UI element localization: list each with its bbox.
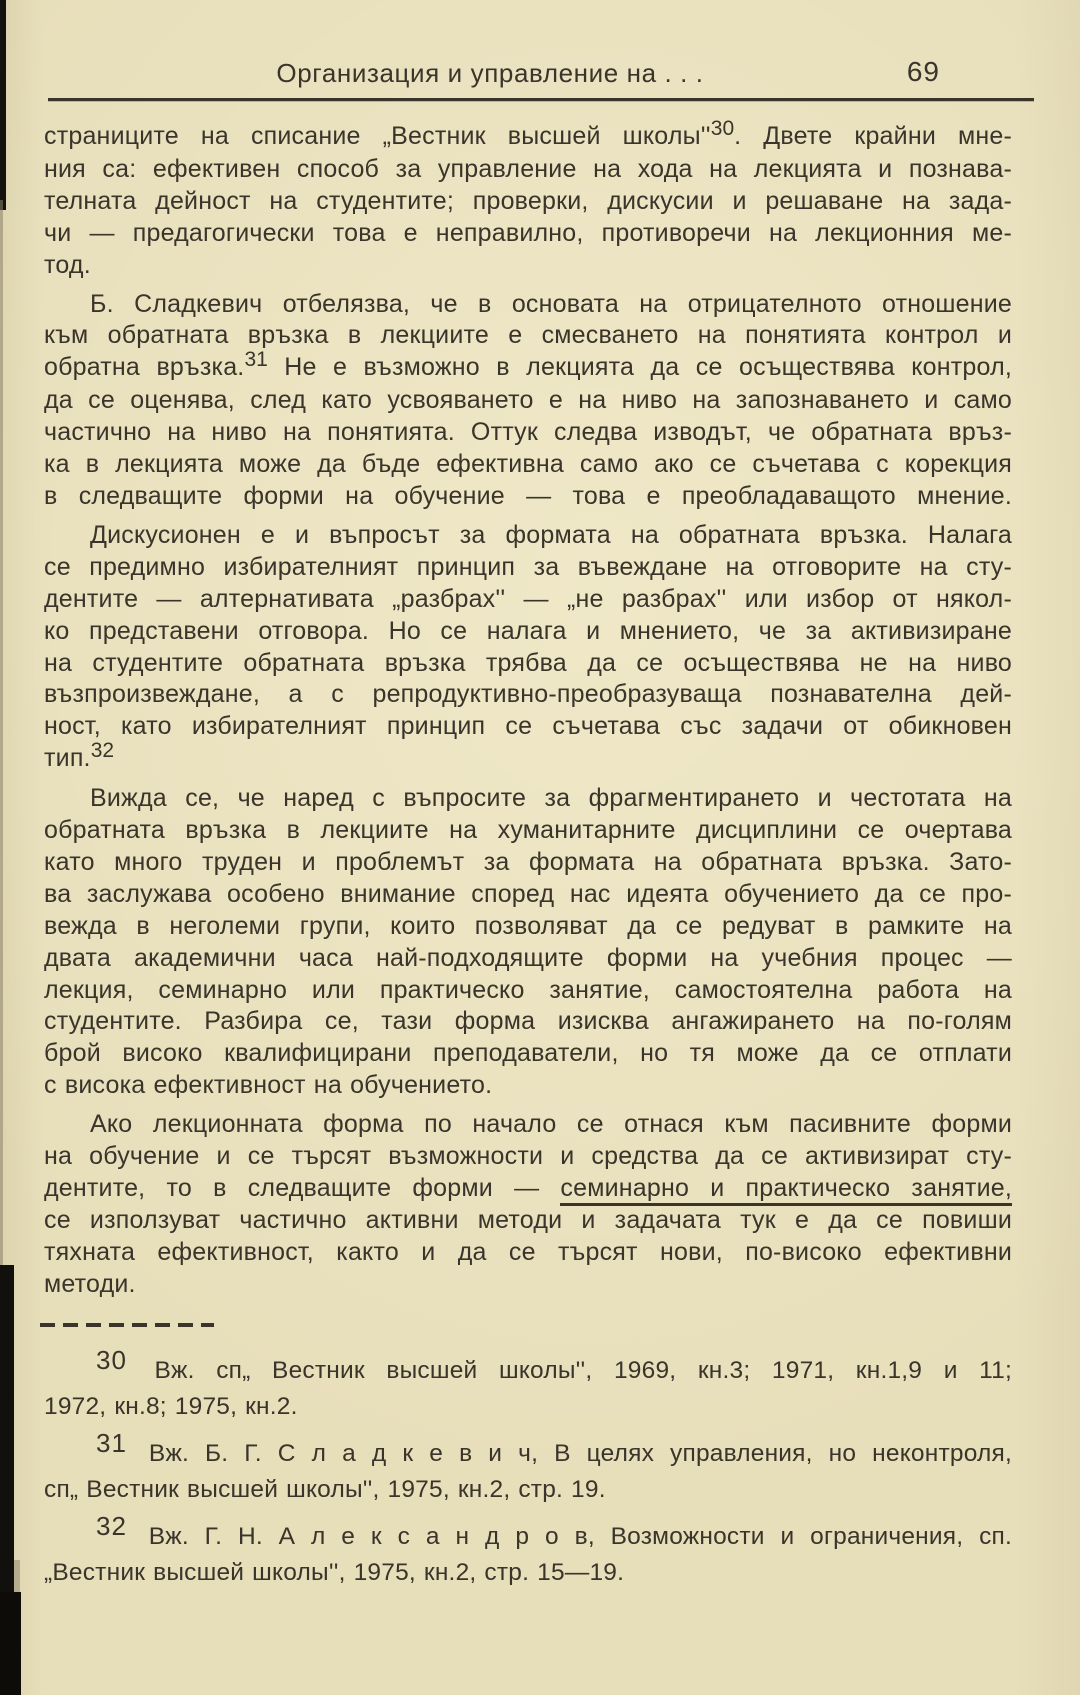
text-line bbox=[44, 1006, 1012, 1038]
paragraph bbox=[44, 783, 1012, 1102]
footnote-ref: 30 bbox=[710, 117, 735, 140]
text-run: лекция, семинарно или практическо занятие, самостоятелна работа на bbox=[44, 975, 1012, 1004]
text-line bbox=[44, 1427, 1012, 1473]
text-run: обратната връзка в лекциите на хуманитарните дисциплини се очертава bbox=[44, 816, 1012, 845]
paragraph bbox=[44, 1109, 1012, 1300]
text-run: към обратната връзка в лекциите е смесването на понятията контрол и bbox=[44, 321, 1012, 350]
text-run: тяхната ефективност, както и да се търсят нови, по-високо ефективни bbox=[44, 1237, 1012, 1266]
text-line bbox=[44, 320, 1012, 352]
text-line bbox=[44, 481, 1012, 513]
paragraph bbox=[44, 520, 1012, 776]
text-run: чи — предагогически това е неправилно, противоречи на лекционния ме- bbox=[44, 218, 1012, 247]
text-run: на студентите обратната връзка трябва да се осъществява не на ниво bbox=[44, 648, 1012, 677]
text-line bbox=[44, 616, 1012, 648]
text-line bbox=[44, 975, 1012, 1007]
text-line bbox=[44, 417, 1012, 449]
text-line bbox=[44, 449, 1012, 481]
text-line bbox=[44, 879, 1012, 911]
text-line bbox=[44, 1389, 1012, 1426]
page-header bbox=[48, 58, 1032, 92]
footnote-ref: 31 bbox=[244, 348, 268, 372]
text-line bbox=[44, 911, 1012, 943]
text-run: „Вестник высшей школы'', 1975, кн.2, стр. 15—19. bbox=[44, 1559, 625, 1587]
text-run: тод. bbox=[44, 250, 91, 279]
text-line bbox=[44, 1344, 1012, 1390]
paragraph bbox=[44, 117, 1012, 282]
text-run: страниците на списание „Вестник высшей школы'' bbox=[44, 122, 711, 150]
footnote-separator bbox=[40, 1323, 214, 1327]
text-run: на обучение и се търсят възможности и средства да се активизират сту- bbox=[44, 1142, 1012, 1171]
running-title: Организация и управление на . . . bbox=[276, 58, 704, 88]
text-run: ка в лекцията може да бъде ефективна само ако се съчетава с корекция bbox=[44, 450, 1012, 479]
text-run: ния са: ефективен способ за управление на хода на лекцията и познава- bbox=[44, 154, 1012, 183]
text-line bbox=[44, 348, 1013, 385]
text-line bbox=[44, 648, 1012, 680]
text-run: двата академични часа най-подходящите форми на учебния процес — bbox=[44, 943, 1012, 972]
text-run: дентите, то в следващите форми — bbox=[44, 1174, 561, 1202]
text-line bbox=[44, 1472, 1012, 1509]
text-run: телната дейност на студентите; проверки, дискусии и решаване на зада- bbox=[44, 186, 1012, 215]
header-rule bbox=[48, 98, 1034, 101]
text-run: тип. bbox=[44, 744, 91, 773]
paragraph bbox=[44, 289, 1012, 513]
text-run: с висока ефективност на обучението. bbox=[44, 1071, 493, 1100]
text-line bbox=[44, 1269, 1012, 1301]
text-run: се използуват частично активни методи и задачата тук е да се повиши bbox=[44, 1205, 1012, 1234]
underlined-phrase: семинарно и практическо занятие, bbox=[560, 1174, 1012, 1206]
text-line bbox=[44, 783, 1012, 815]
text-run: сп„ Вестник высшей школы'', 1975, кн.2, стр. 19. bbox=[44, 1476, 606, 1504]
scan-edge-bottom bbox=[0, 1592, 21, 1695]
text-line bbox=[44, 117, 1012, 154]
text-line bbox=[44, 1070, 1012, 1102]
text-line bbox=[44, 847, 1012, 879]
text-line bbox=[44, 1173, 1012, 1205]
text-line bbox=[44, 815, 1012, 847]
text-run: Ако лекционната форма по начало се отнася към пасивните форми bbox=[90, 1110, 1012, 1139]
text-run: ва заслужава особено внимание според нас идеята обучението да се про- bbox=[44, 879, 1012, 908]
scan-edge-top bbox=[0, 0, 6, 210]
text-line bbox=[44, 385, 1012, 417]
text-line bbox=[44, 289, 1012, 321]
text-line bbox=[44, 552, 1012, 584]
text-line bbox=[44, 218, 1012, 250]
text-line bbox=[44, 1109, 1012, 1141]
text-run: . Двете крайни мне- bbox=[734, 122, 1012, 150]
text-line bbox=[44, 1038, 1012, 1070]
text-line bbox=[44, 1141, 1012, 1173]
text-line bbox=[44, 679, 1012, 711]
text-run: като много труден и проблемът за формата на обратната връзка. Зато- bbox=[44, 847, 1012, 876]
text-run: да се оценява, след като усвояването е на ниво на запознаването и само bbox=[44, 386, 1012, 415]
footnote-ref: 30 bbox=[96, 1344, 127, 1375]
text-line bbox=[44, 1237, 1012, 1269]
text-line bbox=[44, 739, 1012, 776]
text-line bbox=[44, 711, 1012, 743]
text-run: брой високо квалифицирани преподаватели, но тя може да се отплати bbox=[44, 1039, 1012, 1068]
text-line bbox=[44, 1205, 1012, 1237]
text-line bbox=[44, 584, 1012, 616]
text-line bbox=[44, 154, 1012, 186]
text-run: студентите. Разбира се, тази форма изисква ангажирането на по-голям bbox=[44, 1007, 1012, 1036]
text-run: 1972, кн.8; 1975, кн.2. bbox=[44, 1393, 298, 1421]
text-run: вежда в неголеми групи, които позволяват да се редуват в рамките на bbox=[44, 911, 1012, 940]
footnote-item bbox=[44, 1510, 1012, 1592]
text-run: Вж. Б. Г. С л а д к е в и ч, В целях управления, но неконтроля, bbox=[132, 1439, 1012, 1467]
text-line bbox=[44, 520, 1012, 552]
text-run: ко представени отговора. Но се налага и мнението, че за активизиране bbox=[44, 616, 1012, 645]
text-run: обратна връзка. bbox=[44, 353, 245, 382]
page-number: 69 bbox=[906, 56, 940, 87]
text-run: дентите — алтернативата „разбрах'' — „не разбрах'' или избор от някол- bbox=[44, 584, 1012, 613]
text-run: възпроизвеждане, а с репродуктивно-преобразуваща познавателна дей- bbox=[44, 680, 1012, 709]
text-run: ност, като избирателният принцип се съчетава със задачи от обикновен bbox=[44, 712, 1012, 741]
scan-edge-middle bbox=[0, 200, 3, 1275]
text-run: Б. Сладкевич отбелязва, че в основата на отрицателното отношение bbox=[90, 289, 1012, 318]
text-run: се предимно избирателният принцип за въвеждане на отговорите на сту- bbox=[44, 552, 1012, 581]
text-line bbox=[44, 186, 1012, 218]
text-run: методи. bbox=[44, 1269, 136, 1298]
footnote-ref: 31 bbox=[96, 1427, 127, 1458]
footnote-ref: 32 bbox=[90, 739, 115, 763]
footnote-ref: 32 bbox=[96, 1510, 127, 1541]
text-run: Вж. сп„ Вестник высшей школы'', 1969, кн.3; 1971, кн.1,9 и 11; bbox=[132, 1356, 1012, 1384]
body-text bbox=[44, 117, 1013, 1600]
text-run: Вж. Г. Н. А л е к с а н д р о в, Возможности и ограничения, сп. bbox=[132, 1522, 1012, 1550]
text-run: частично на ниво на понятията. Оттук следва изводът, че обратната връз- bbox=[44, 418, 1012, 447]
text-line bbox=[44, 1555, 1012, 1592]
text-line bbox=[44, 1510, 1012, 1556]
paragraphs-container bbox=[44, 117, 1013, 1301]
text-run: в следващите форми на обучение — това е преобладаващото мнение. bbox=[44, 481, 1012, 510]
footnote-item bbox=[44, 1427, 1012, 1509]
footnotes-section bbox=[44, 1344, 1012, 1592]
text-run: Не е възможно в лекцията да се осъществява контрол, bbox=[267, 353, 1013, 382]
text-run: Вижда се, че наред с въпросите за фрагментирането и честотата на bbox=[90, 784, 1012, 813]
text-run: Дискусионен е и въпросът за формата на обратната връзка. Налага bbox=[90, 520, 1012, 549]
text-line bbox=[44, 250, 1012, 282]
footnote-item bbox=[44, 1344, 1012, 1426]
text-line bbox=[44, 943, 1012, 975]
